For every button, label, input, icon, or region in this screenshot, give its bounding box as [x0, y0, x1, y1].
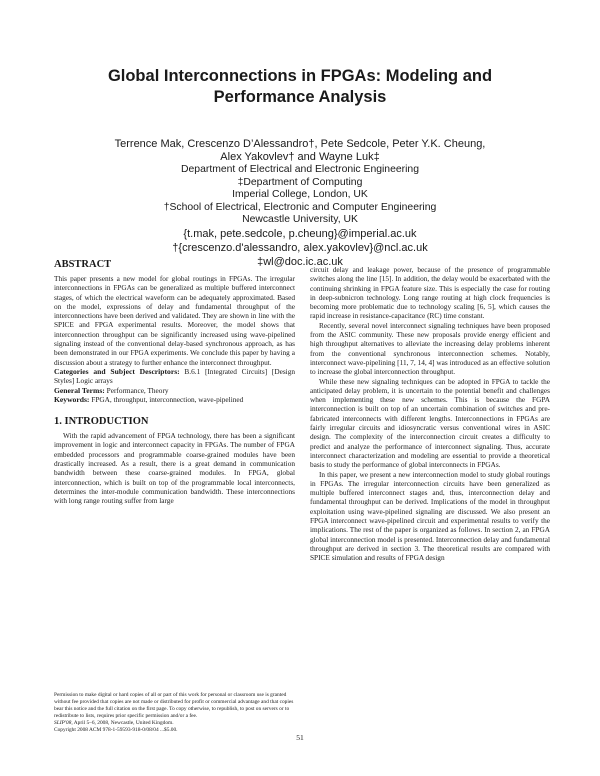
- general-terms-text: Performance, Theory: [106, 385, 169, 395]
- venue-line: [54, 720, 295, 727]
- categories-label: Categories and Subject Descriptors:: [54, 366, 180, 376]
- introduction-para-4: While these new signaling techniques can be adopted in FPGA to tackle the anticipated delay problem, it is uncertain to the potential benefit and challenges when implementing these new schemes. This is because the FGPA interconnection is built on top of an uncertain combination of switches and pre-fabricated interconnects with different lengths. Interconnections in FPGAs are fairly irregular circuits and idiosyncratic versus conventional wires in ASIC design. The complexity of the interconnection circuit creates a difficulty to predict and analyze the performance of interconnect signaling. Thus, accurate interconnect characterization and modeling are essential to provide a theoretical basis to study the performance of global interconnects in FPGAs.: [310, 376, 550, 470]
- affiliation-1: Department of Electrical and Electronic Engineering: [181, 164, 419, 175]
- page-number: 51: [296, 733, 304, 742]
- introduction-para-1: With the rapid advancement of FPGA technology, there has been a significant improvement in logic and interconnect capacity in FPGAs. The number of FPGA embedded processors and programmable coarse-grained modules have been drastically increased. As a result, there is a great demand in communication bandwidth between these coarse-grained modules. In FPGA, global interconnection, which is built on top of the programmable local interconnects, determines the inter-module communication bandwidth. These interconnections with long range routing suffer from large: [54, 431, 295, 506]
- general-terms-label: General Terms:: [54, 385, 105, 395]
- categories-line: [54, 367, 295, 386]
- affiliation-4: †School of Electrical, Electronic and Computer Engineering: [163, 201, 437, 213]
- email-1: {t.mak, pete.sedcole, p.cheung}@imperial.ac.uk: [183, 227, 417, 240]
- venue-name: SLIP'08,: [54, 720, 73, 726]
- copyright-line: Copyright 2008 ACM 978-1-59593-918-0/08/04 ...$5.00.: [54, 727, 178, 733]
- affiliation-3: Imperial College, London, UK: [232, 189, 368, 201]
- introduction-para-5: In this paper, we present a new interconnection model to study global routings in FPGAs. The irregular interconnection circuits have been generalized as multiple buffered interconnect stages and, thus, interconnection delay and fundamental throughput can be derived. Implications of the model in throughput exploitation using wave-pipelined signaling are discussed. We also present an FPGA interconnect wave-pipelined circuit and experimental results to verify the implications. The rest of the paper is organized as follows. In section 2, an FPGA global interconnection model is presented. Interconnection delay and fundamental throughput are derived in section 3. The theoretical results are compared with SPICE simulation and results of FPGA design: [310, 469, 550, 563]
- copyright-footnote: [54, 692, 295, 734]
- venue-details: April 5–6, 2008, Newcastle, United Kingdom.: [72, 720, 174, 726]
- keywords-text: FPGA, throughput, interconnection, wave-pipelined: [91, 394, 244, 404]
- categories-text: B.6.1 [Integrated Circuits] [Design Styles] Logic arrays: [54, 366, 295, 386]
- affiliation-5: Newcastle University, UK: [242, 214, 358, 226]
- introduction-heading: 1. INTRODUCTION: [54, 416, 149, 428]
- keywords-line: [54, 395, 295, 404]
- introduction-para-3: Recently, several novel interconnect signaling techniques have been proposed from the ASIC community. These new proposals provide energy efficient and high throughput alternatives to alleviate the increasing delay problems inherent from the conventional synchronous interconnection schemes. Notably, interconnect wave-pipelining [11, 7, 14, 4] was introduced as an effective solution to increase the global interconnection throughput.: [310, 320, 550, 377]
- left-column: [54, 259, 295, 506]
- general-terms-line: [54, 386, 295, 395]
- author-block: [60, 138, 540, 269]
- affiliation-2: ‡Department of Computing: [237, 176, 363, 188]
- email-3: ‡wl@doc.ic.ac.uk: [257, 255, 343, 268]
- authors-line-1: Terrence Mak, Crescenzo D’Alessandro†, Pete Sedcole, Peter Y.K. Cheung,: [114, 138, 486, 150]
- authors-line-2: Alex Yakovlev† and Wayne Luk‡: [220, 151, 380, 163]
- keywords-label: Keywords:: [54, 394, 90, 404]
- permission-notice: Permission to make digital or hard copies of all or part of this work for personal or classroom use is granted without fee provided that copies are not made or distributed for profit or commercial advantage and that copies bear this notice and the full citation on the first page. To copy otherwise, to republish, to post on servers or to redistribute to lists, requires prior specific permission and/or a fee.: [54, 692, 294, 719]
- abstract-text: This paper presents a new model for global routings in FPGAs. The irregular interconnections in FPGAs can be generalized as multiple buffered interconnect stages, of which the electrical waveform can be adequately approximated. Based on the model, expressions of delay and fundamental throughput of the interconnections have been derived and validated. They are shown in line with the SPICE and FPGA experimental results. Moreover, the model shows that interconnection throughput can be significantly increased using wave-pipelined signaling instead of the conventional delay-based synchronous approach, as has been demonstrated in our FPGA experiments. We conclude this paper by having a discussion about a strategy to further enhance the interconnect throughput.: [54, 274, 295, 367]
- title-line-1: Global Interconnections in FPGAs: Modeling and: [107, 67, 493, 85]
- introduction-para-2: circuit delay and leakage power, because of the presence of programmable switches along the line [15]. In addition, the delay would be exacerbated with the continuing shrinking in FPGA feature size. This is especially the case for routing in deep-subnicron technology. Long range routing at high clock frequencies is becoming more problematic due to technology scaling [6, 5], which causes the rapid increase in resistance-capacitance (RC) time constant.: [310, 265, 550, 321]
- abstract-heading: ABSTRACT: [54, 259, 112, 270]
- paper-title: [40, 66, 560, 108]
- title-line-2: Performance Analysis: [213, 88, 387, 106]
- right-column: [310, 265, 550, 563]
- email-2: †{crescenzo.d'alessandro, alex.yakovlev}@ncl.ac.uk: [172, 241, 428, 254]
